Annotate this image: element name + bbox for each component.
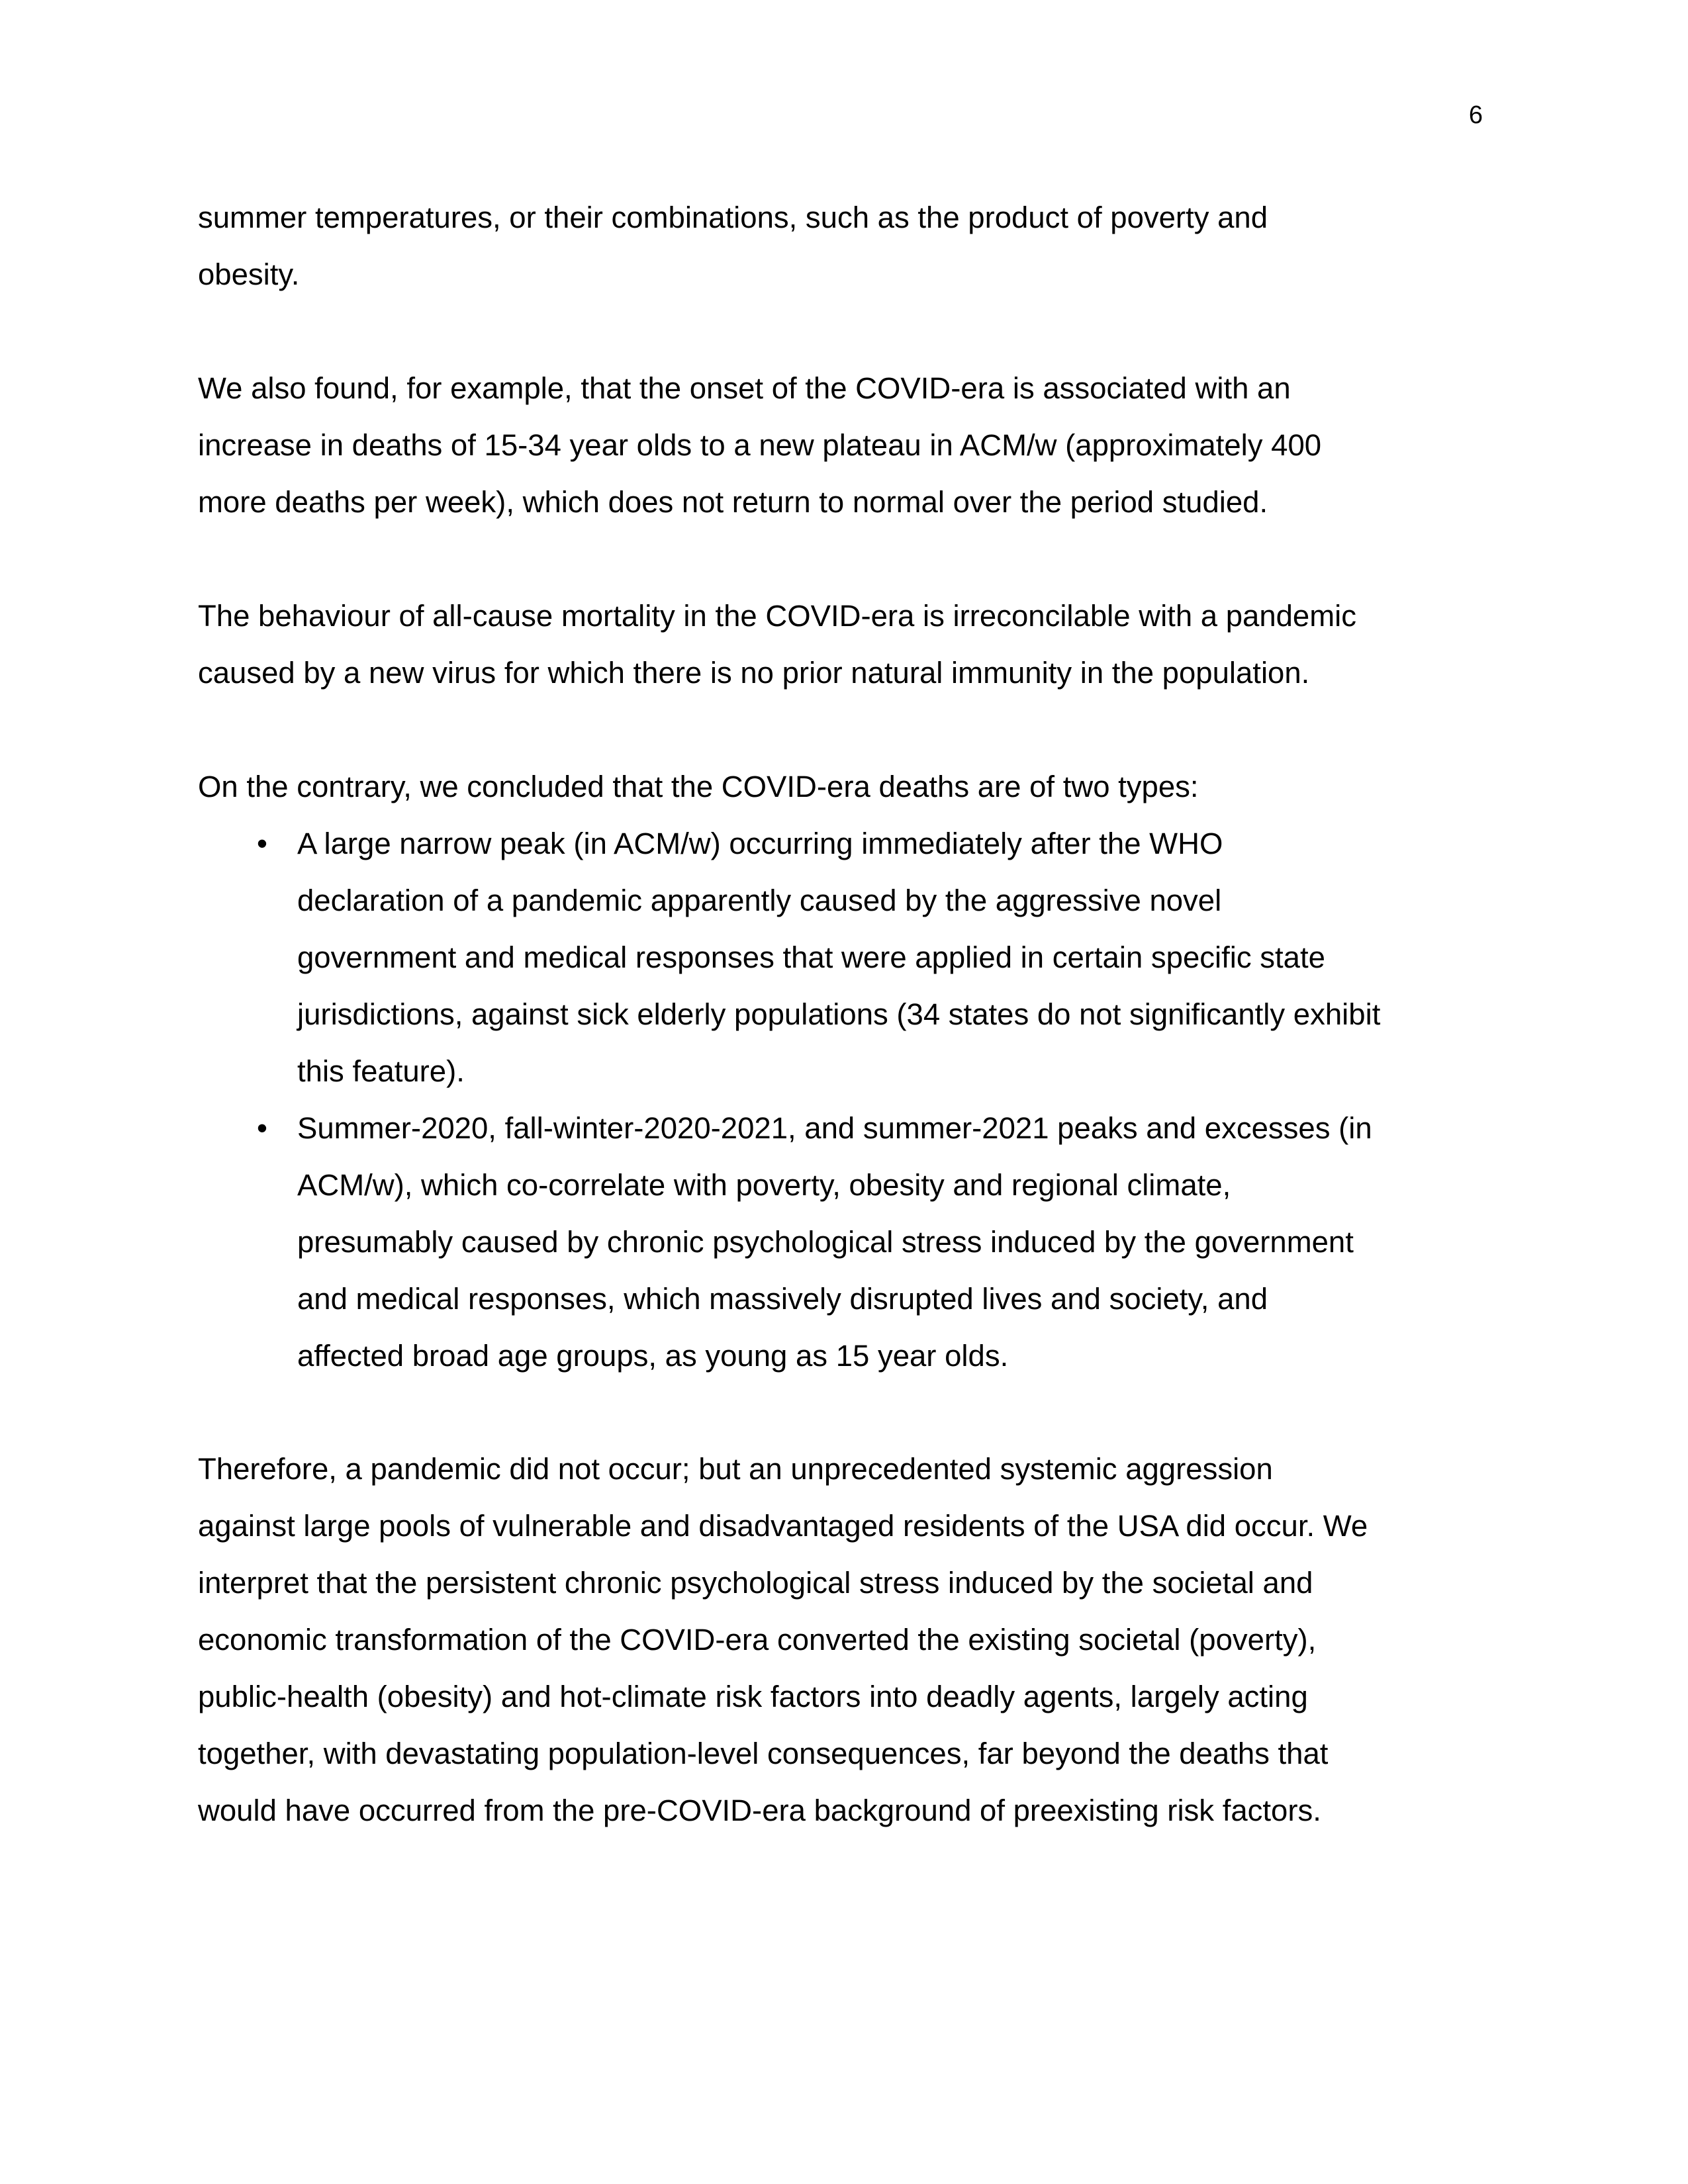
text-line: would have occurred from the pre-COVID-era background of preexisting risk factors. (198, 1794, 1321, 1827)
text-line: and medical responses, which massively disrupted lives and society, and (297, 1282, 1268, 1316)
text-line: affected broad age groups, as young as 15 year olds. (297, 1339, 1009, 1373)
text-line: caused by a new virus for which there is no prior natural immunity in the population. (198, 656, 1310, 690)
paragraph-on-the-contrary (198, 758, 1495, 815)
text-line: government and medical responses that were applied in certain specific state (297, 940, 1325, 974)
text-line: public-health (obesity) and hot-climate risk factors into deadly agents, largely acting (198, 1680, 1308, 1713)
text-line: The behaviour of all-cause mortality in the COVID-era is irreconcilable with a pandemic (198, 599, 1356, 633)
page-number: 6 (1468, 101, 1483, 129)
text-line: economic transformation of the COVID-era converted the existing societal (poverty), (198, 1623, 1317, 1657)
bullet-icon: • (257, 1111, 267, 1145)
text-line: jurisdictions, against sick elderly populations (34 states do not significantly exhibit (297, 997, 1381, 1031)
paragraph-behaviour (198, 588, 1495, 702)
text-line: On the contrary, we concluded that the COVID-era deaths are of two types: (198, 770, 1199, 803)
paragraph-summer-temperatures (198, 189, 1495, 303)
text-line: against large pools of vulnerable and disadvantaged residents of the USA did occur. We (198, 1509, 1368, 1543)
text-line: more deaths per week), which does not return to normal over the period studied. (198, 485, 1268, 519)
bullet-item-summer-peaks (198, 1100, 1495, 1385)
text-line: increase in deaths of 15-34 year olds to a new plateau in ACM/w (approximately 400 (198, 428, 1322, 462)
text-line: interpret that the persistent chronic psychological stress induced by the societal and (198, 1566, 1313, 1600)
text-line: A large narrow peak (in ACM/w) occurring immediately after the WHO (297, 827, 1223, 860)
text-line: together, with devastating population-level consequences, far beyond the deaths that (198, 1737, 1329, 1770)
text-line: this feature). (297, 1054, 465, 1088)
text-line: We also found, for example, that the onset of the COVID-era is associated with an (198, 371, 1291, 405)
text-line: presumably caused by chronic psychological stress induced by the government (297, 1225, 1354, 1259)
text-line: Therefore, a pandemic did not occur; but an unprecedented systemic aggression (198, 1452, 1273, 1486)
text-line: ACM/w), which co-correlate with poverty, obesity and regional climate, (297, 1168, 1231, 1202)
paragraph-also-found (198, 360, 1495, 531)
text-line: summer temperatures, or their combinations, such as the product of poverty and (198, 201, 1268, 234)
text-line: Summer-2020, fall-winter-2020-2021, and summer-2021 peaks and excesses (in (297, 1111, 1372, 1145)
paragraph-therefore (198, 1441, 1495, 1839)
bullet-list (198, 815, 1495, 1385)
bullet-icon: • (257, 827, 267, 860)
text-line: obesity. (198, 257, 300, 291)
text-line: declaration of a pandemic apparently caused by the aggressive novel (297, 884, 1222, 917)
bullet-item-narrow-peak (198, 815, 1495, 1100)
